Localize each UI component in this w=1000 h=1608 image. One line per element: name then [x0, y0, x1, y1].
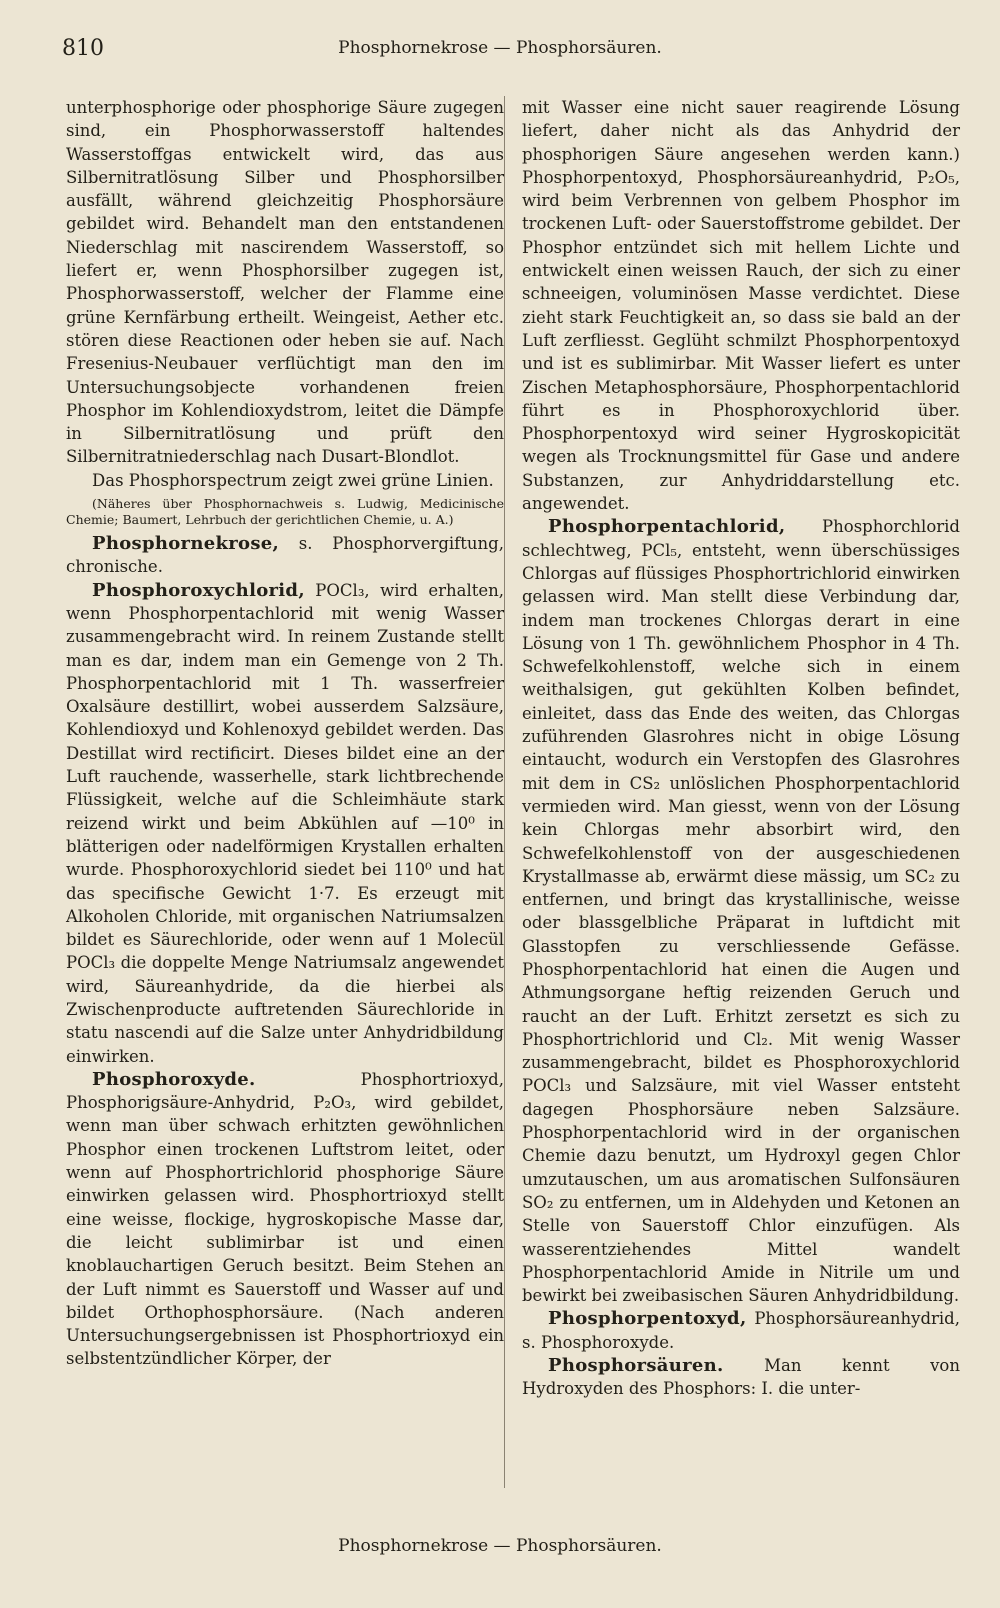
right-column — [522, 96, 960, 1401]
entry-text: Phosphorsäureanhydrid, s. Phosphoroxyde. — [522, 1309, 960, 1352]
entry-heading: Phosphorsäuren. — [548, 1355, 724, 1377]
entry-text: Phosphorchlorid schlechtweg, PCl₅, entsteht, wenn überschüssiges Chlorgas auf flüssiges Phosphortrichlorid einwirken gelassen wird. Man stellt diese Verbindung dar, indem man trockenes Chlorgas derart in eine Lösung von 1 Th. gewöhnlichem Phosphor in 4 Th. Schwefelkohlenstoff, welche sich in einem weithalsigen, gut gekühlten Kolben befindet, einleitet, dass das Ende des weiten, das Chlorgas zuführenden Glasrohres nicht in obige Lösung eintaucht, wodurch ein Verstopfen des Glasrohres mit dem in CS₂ unlöslichen Phosphorpentachlorid vermieden wird. Man giesst, wenn von der Lösung kein Chlorgas mehr absorbirt wird, den Schwefelkohlenstoff von der ausgeschiedenen Krystallmasse ab, erwärmt diese mässig, um SC₂ zu entfernen, und bringt das krystallinische, weisse oder blassgelbliche Präparat in luftdicht mit Glasstopfen zu verschliessende Gefässe. Phosphorpentachlorid hat einen die Augen und Athmungsorgane heftig reizenden Geruch und raucht an der Luft. Erhitzt zersetzt es sich zu Phosphortrichlorid und Cl₂. Mit wenig Wasser zusammengebracht, bildet es Phosphoroxychlorid POCl₃ und Salzsäure, mit viel Wasser entsteht dagegen Phosphorsäure neben Salzsäure. Phosphorpentachlorid wird in der organischen Chemie dazu benutzt, um Hydroxyl gegen Chlor umzutauschen, um aus aromatischen Sulfonsäuren SO₂ zu entfernen, um in Aldehyden und Ketonen an Stelle von Sauerstoff Chlor einzufügen. Als wasserentziehendes Mittel wandelt Phosphorpentachlorid Amide in Nitrile um und bewirkt bei zweibasischen Säuren Anhydridbildung. — [522, 517, 960, 1306]
entry-text: Phosphortrioxyd, Phosphorigsäure-Anhydrid, P₂O₃, wird gebildet, wenn man über schwach erhitzten gewöhnlichen Phosphor einen trockenen Luftstrom leitet, oder wenn auf Phosphortrichlorid phosphorige Säure einwirken gelassen wird. Phosphortrioxyd stellt eine weisse, flockige, hygroskopische Masse dar, die leicht sublimirbar ist und einen knoblauchartigen Geruch besitzt. Beim Stehen an der Luft nimmt es Sauerstoff und Wasser auf und bildet Orthophosphorsäure. (Nach anderen Untersuchungsergebnissen ist Phosphortrioxyd ein selbstentzündlicher Körper, der — [66, 1069, 504, 1369]
paragraph: Das Phosphorspectrum zeigt zwei grüne Linien. — [92, 470, 494, 490]
paragraph: unterphosphorige oder phosphorige Säure zugegen sind, ein Phosphorwasserstoff haltendes Wasserstoffgas entwickelt wird, das aus Silbernitratlösung Silber und Phosphorsilber ausfällt, während gleichzeitig Phosphorsäure gebildet wird. Behandelt man den entstandenen Niederschlag mit nascirendem Wasserstoff, so liefert er, wenn Phosphorsilber zugegen ist, Phosphorwasserstoff, welcher der Flamme eine grüne Kernfärbung ertheilt. Weingeist, Aether etc. stören diese Reactionen oder heben sie auf. Nach Fresenius-Neubauer verflüchtigt man den im Untersuchungsobjecte vorhandenen freien Phosphor im Kohlendioxydstrom, leitet die Dämpfe in Silbernitratlösung und prüft den Silbernitratniederschlag nach Dusart-Blondlot. — [66, 98, 504, 467]
entry-heading: Phosphorpentachlorid, — [548, 516, 786, 538]
footer-title: Phosphornekrose — Phosphorsäuren. — [338, 1536, 662, 1556]
entry-heading: Phosphorpentoxyd, — [548, 1308, 747, 1330]
entry-text: s. Phosphorvergiftung, chronische. — [66, 534, 504, 577]
entry-phosphorsaeuren — [522, 1354, 960, 1401]
entry-heading: Phosphoroxychlorid, — [92, 579, 305, 601]
entry-phosphoroxychlorid — [66, 579, 504, 1068]
entry-phosphorpentachlorid — [522, 515, 960, 1307]
entry-heading: Phosphoroxyde. — [92, 1068, 256, 1090]
entry-heading: Phosphornekrose, — [92, 533, 280, 555]
column-divider — [504, 96, 505, 1488]
running-title: Phosphornekrose — Phosphorsäuren. — [338, 38, 662, 58]
left-column — [66, 96, 504, 1371]
entry-phosphorpentoxyd — [522, 1307, 960, 1354]
page-number: 810 — [62, 36, 104, 61]
bibliographic-note: (Näheres über Phosphornachweis s. Ludwig, Medicinische Chemie; Baumert, Lehrbuch der gerichtlichen Chemie, u. A.) — [66, 496, 504, 528]
entry-phosphornekrose — [66, 532, 504, 579]
entry-text: Man kennt von Hydroxyden des Phosphors: I. die unter- — [522, 1356, 960, 1399]
paragraph: mit Wasser eine nicht sauer reagirende Lösung liefert, daher nicht als das Anhydrid der phosphorigen Säure angesehen werden kann.) Phosphorpentoxyd, Phosphorsäureanhydrid, P₂O₅, wird beim Verbrennen von gelbem Phosphor im trockenen Luft- oder Sauerstoffstrome gebildet. Der Phosphor entzündet sich mit hellem Lichte und entwickelt einen weissen Rauch, der sich zu einer schneeigen, voluminösen Masse verdichtet. Diese zieht stark Feuchtigkeit an, so dass sie bald an der Luft zerfliesst. Geglüht schmilzt Phosphorpentoxyd und ist es sublimirbar. Mit Wasser liefert es unter Zischen Metaphosphorsäure, Phosphorpentachlorid führt es in Phosphoroxychlorid über. Phosphorpentoxyd wird seiner Hygroskopicität wegen als Trocknungsmittel für Gase und andere Substanzen, zur Anhydriddarstellung etc. angewendet. — [522, 98, 960, 514]
entry-text: POCl₃, wird erhalten, wenn Phosphorpentachlorid mit wenig Wasser zusammengebracht wird. In reinem Zustande stellt man es dar, indem man ein Gemenge von 2 Th. Phosphorpentachlorid mit 1 Th. wasserfreier Oxalsäure destillirt, wobei ausserdem Salzsäure, Kohlendioxyd und Kohlenoxyd gebildet werden. Das Destillat wird rectificirt. Dieses bildet eine an der Luft rauchende, wasserhelle, stark lichtbrechende Flüssigkeit, welche auf die Schleimhäute stark reizend wirkt und beim Abkühlen auf —10⁰ in blätterigen oder nadelförmigen Krystallen erhalten wurde. Phosphoroxychlorid siedet bei 110⁰ und hat das specifische Gewicht 1·7. Es erzeugt mit Alkoholen Chloride, mit organischen Natriumsalzen bildet es Säurechloride, oder wenn auf 1 Molecül POCl₃ die doppelte Menge Natriumsalz angewendet wird, Säureanhydride, da die hierbei als Zwischenproducte auftretenden Säurechloride in statu nascendi auf die Salze unter Anhydridbildung einwirken. — [66, 580, 504, 1066]
entry-phosphoroxyde — [66, 1068, 504, 1371]
